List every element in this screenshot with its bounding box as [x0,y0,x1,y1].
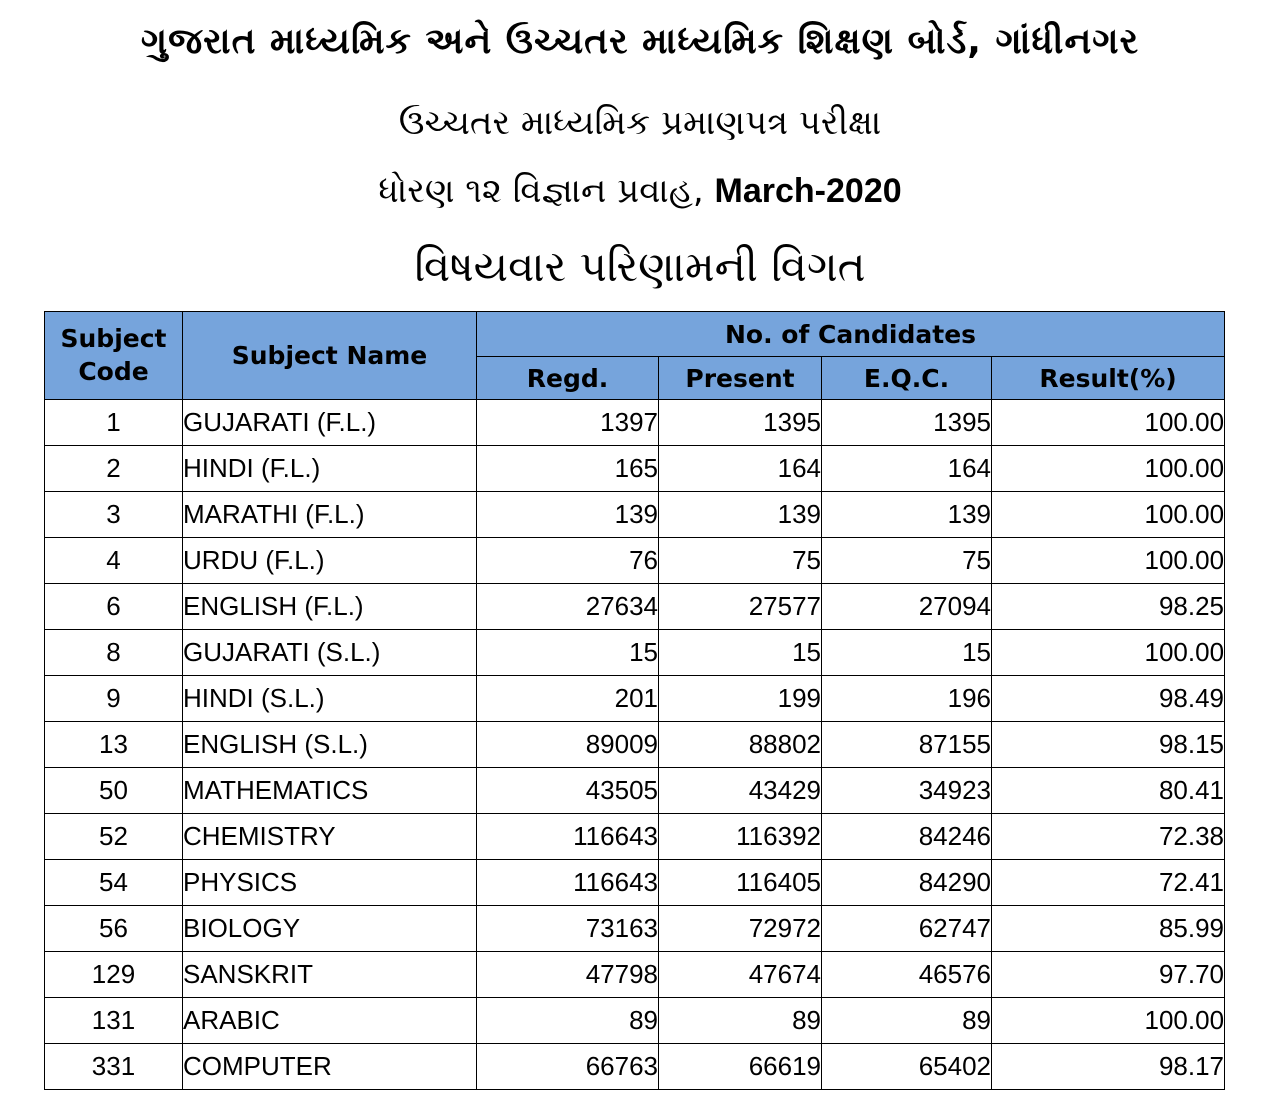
subject-code-cell: 331 [45,1044,183,1090]
present-cell: 139 [659,492,822,538]
regd-header: Regd. [477,357,659,400]
subject-code-cell: 1 [45,400,183,446]
subject-name-cell: GUJARATI (S.L.) [183,630,477,676]
eqc-cell: 1395 [822,400,992,446]
present-cell: 199 [659,676,822,722]
result-cell: 100.00 [992,400,1225,446]
table-row [45,952,1225,998]
subject-code-cell: 52 [45,814,183,860]
subject-name-cell: ARABIC [183,998,477,1044]
eqc-cell: 46576 [822,952,992,998]
subject-code-header-line2: Code [78,356,149,386]
table-row [45,538,1225,584]
subject-name-cell: MARATHI (F.L.) [183,492,477,538]
subject-code-cell: 3 [45,492,183,538]
eqc-cell: 139 [822,492,992,538]
subject-name-cell: MATHEMATICS [183,768,477,814]
present-cell: 89 [659,998,822,1044]
present-cell: 116405 [659,860,822,906]
subject-code-header [45,312,183,400]
present-cell: 15 [659,630,822,676]
eqc-cell: 15 [822,630,992,676]
eqc-cell: 87155 [822,722,992,768]
regd-cell: 201 [477,676,659,722]
table-row [45,906,1225,952]
regd-cell: 116643 [477,860,659,906]
regd-cell: 66763 [477,1044,659,1090]
table-row [45,584,1225,630]
regd-cell: 89009 [477,722,659,768]
present-cell: 116392 [659,814,822,860]
subject-name-cell: HINDI (S.L.) [183,676,477,722]
regd-cell: 15 [477,630,659,676]
regd-cell: 73163 [477,906,659,952]
subject-name-cell: ENGLISH (F.L.) [183,584,477,630]
result-cell: 100.00 [992,630,1225,676]
result-cell: 98.15 [992,722,1225,768]
result-cell: 98.49 [992,676,1225,722]
result-cell: 72.38 [992,814,1225,860]
subject-name-cell: GUJARATI (F.L.) [183,400,477,446]
table-row [45,492,1225,538]
result-cell: 100.00 [992,998,1225,1044]
eqc-cell: 27094 [822,584,992,630]
subject-code-cell: 6 [45,584,183,630]
regd-cell: 165 [477,446,659,492]
eqc-cell: 65402 [822,1044,992,1090]
eqc-cell: 164 [822,446,992,492]
subject-code-cell: 56 [45,906,183,952]
present-cell: 88802 [659,722,822,768]
present-cell: 164 [659,446,822,492]
present-cell: 43429 [659,768,822,814]
session-label: March-2020 [714,172,902,210]
subject-name-cell: CHEMISTRY [183,814,477,860]
subject-name-cell: COMPUTER [183,1044,477,1090]
eqc-cell: 75 [822,538,992,584]
table-row [45,998,1225,1044]
table-row [45,722,1225,768]
result-cell: 100.00 [992,446,1225,492]
subject-code-cell: 50 [45,768,183,814]
result-cell: 100.00 [992,538,1225,584]
result-cell: 72.41 [992,860,1225,906]
table-row [45,446,1225,492]
regd-cell: 47798 [477,952,659,998]
present-cell: 1395 [659,400,822,446]
subject-code-cell: 4 [45,538,183,584]
subject-name-cell: PHYSICS [183,860,477,906]
present-cell: 75 [659,538,822,584]
eqc-cell: 89 [822,998,992,1044]
stream-label: ધોરણ ૧૨ વિજ્ઞાન પ્રવાહ, [378,171,704,211]
eqc-cell: 196 [822,676,992,722]
table-row [45,1044,1225,1090]
present-cell: 47674 [659,952,822,998]
regd-cell: 76 [477,538,659,584]
regd-cell: 89 [477,998,659,1044]
table-row [45,860,1225,906]
result-cell: 80.41 [992,768,1225,814]
subject-name-cell: URDU (F.L.) [183,538,477,584]
subject-code-cell: 8 [45,630,183,676]
subject-code-header-line1: Subject [60,324,167,353]
stream-session-heading [0,171,1280,211]
regd-cell: 27634 [477,584,659,630]
eqc-cell: 62747 [822,906,992,952]
table-row [45,676,1225,722]
result-cell: 85.99 [992,906,1225,952]
subject-code-cell: 9 [45,676,183,722]
results-table-body [45,400,1225,1090]
subject-name-cell: ENGLISH (S.L.) [183,722,477,768]
report-title-heading: વિષયવાર પરિણામની વિગત [414,242,866,291]
subject-code-cell: 131 [45,998,183,1044]
table-row [45,768,1225,814]
eqc-cell: 84290 [822,860,992,906]
header-row-1 [45,312,1225,357]
result-cell: 97.70 [992,952,1225,998]
result-header: Result(%) [992,357,1225,400]
subject-code-cell: 129 [45,952,183,998]
result-cell: 98.25 [992,584,1225,630]
no-of-candidates-header: No. of Candidates [477,312,1225,357]
subject-code-cell: 2 [45,446,183,492]
subject-name-header: Subject Name [183,312,477,400]
eqc-cell: 84246 [822,814,992,860]
regd-cell: 43505 [477,768,659,814]
subject-name-cell: SANSKRIT [183,952,477,998]
present-header: Present [659,357,822,400]
eqc-header: E.Q.C. [822,357,992,400]
subject-code-cell: 13 [45,722,183,768]
present-cell: 72972 [659,906,822,952]
board-name-heading: ગુજરાત માધ્યમિક અને ઉચ્ચતર માધ્યમિક શિક્ષણ બોર્ડ, ગાંધીનગર [140,21,1140,62]
subject-name-cell: BIOLOGY [183,906,477,952]
present-cell: 66619 [659,1044,822,1090]
result-cell: 100.00 [992,492,1225,538]
regd-cell: 116643 [477,814,659,860]
regd-cell: 1397 [477,400,659,446]
subject-code-cell: 54 [45,860,183,906]
regd-cell: 139 [477,492,659,538]
table-row [45,814,1225,860]
table-row [45,400,1225,446]
result-cell: 98.17 [992,1044,1225,1090]
table-row [45,630,1225,676]
subject-results-table [44,311,1225,1090]
present-cell: 27577 [659,584,822,630]
eqc-cell: 34923 [822,768,992,814]
subject-name-cell: HINDI (F.L.) [183,446,477,492]
exam-name-heading: ઉચ્ચતર માધ્યમિક પ્રમાણપત્ર પરીક્ષા [398,103,882,143]
